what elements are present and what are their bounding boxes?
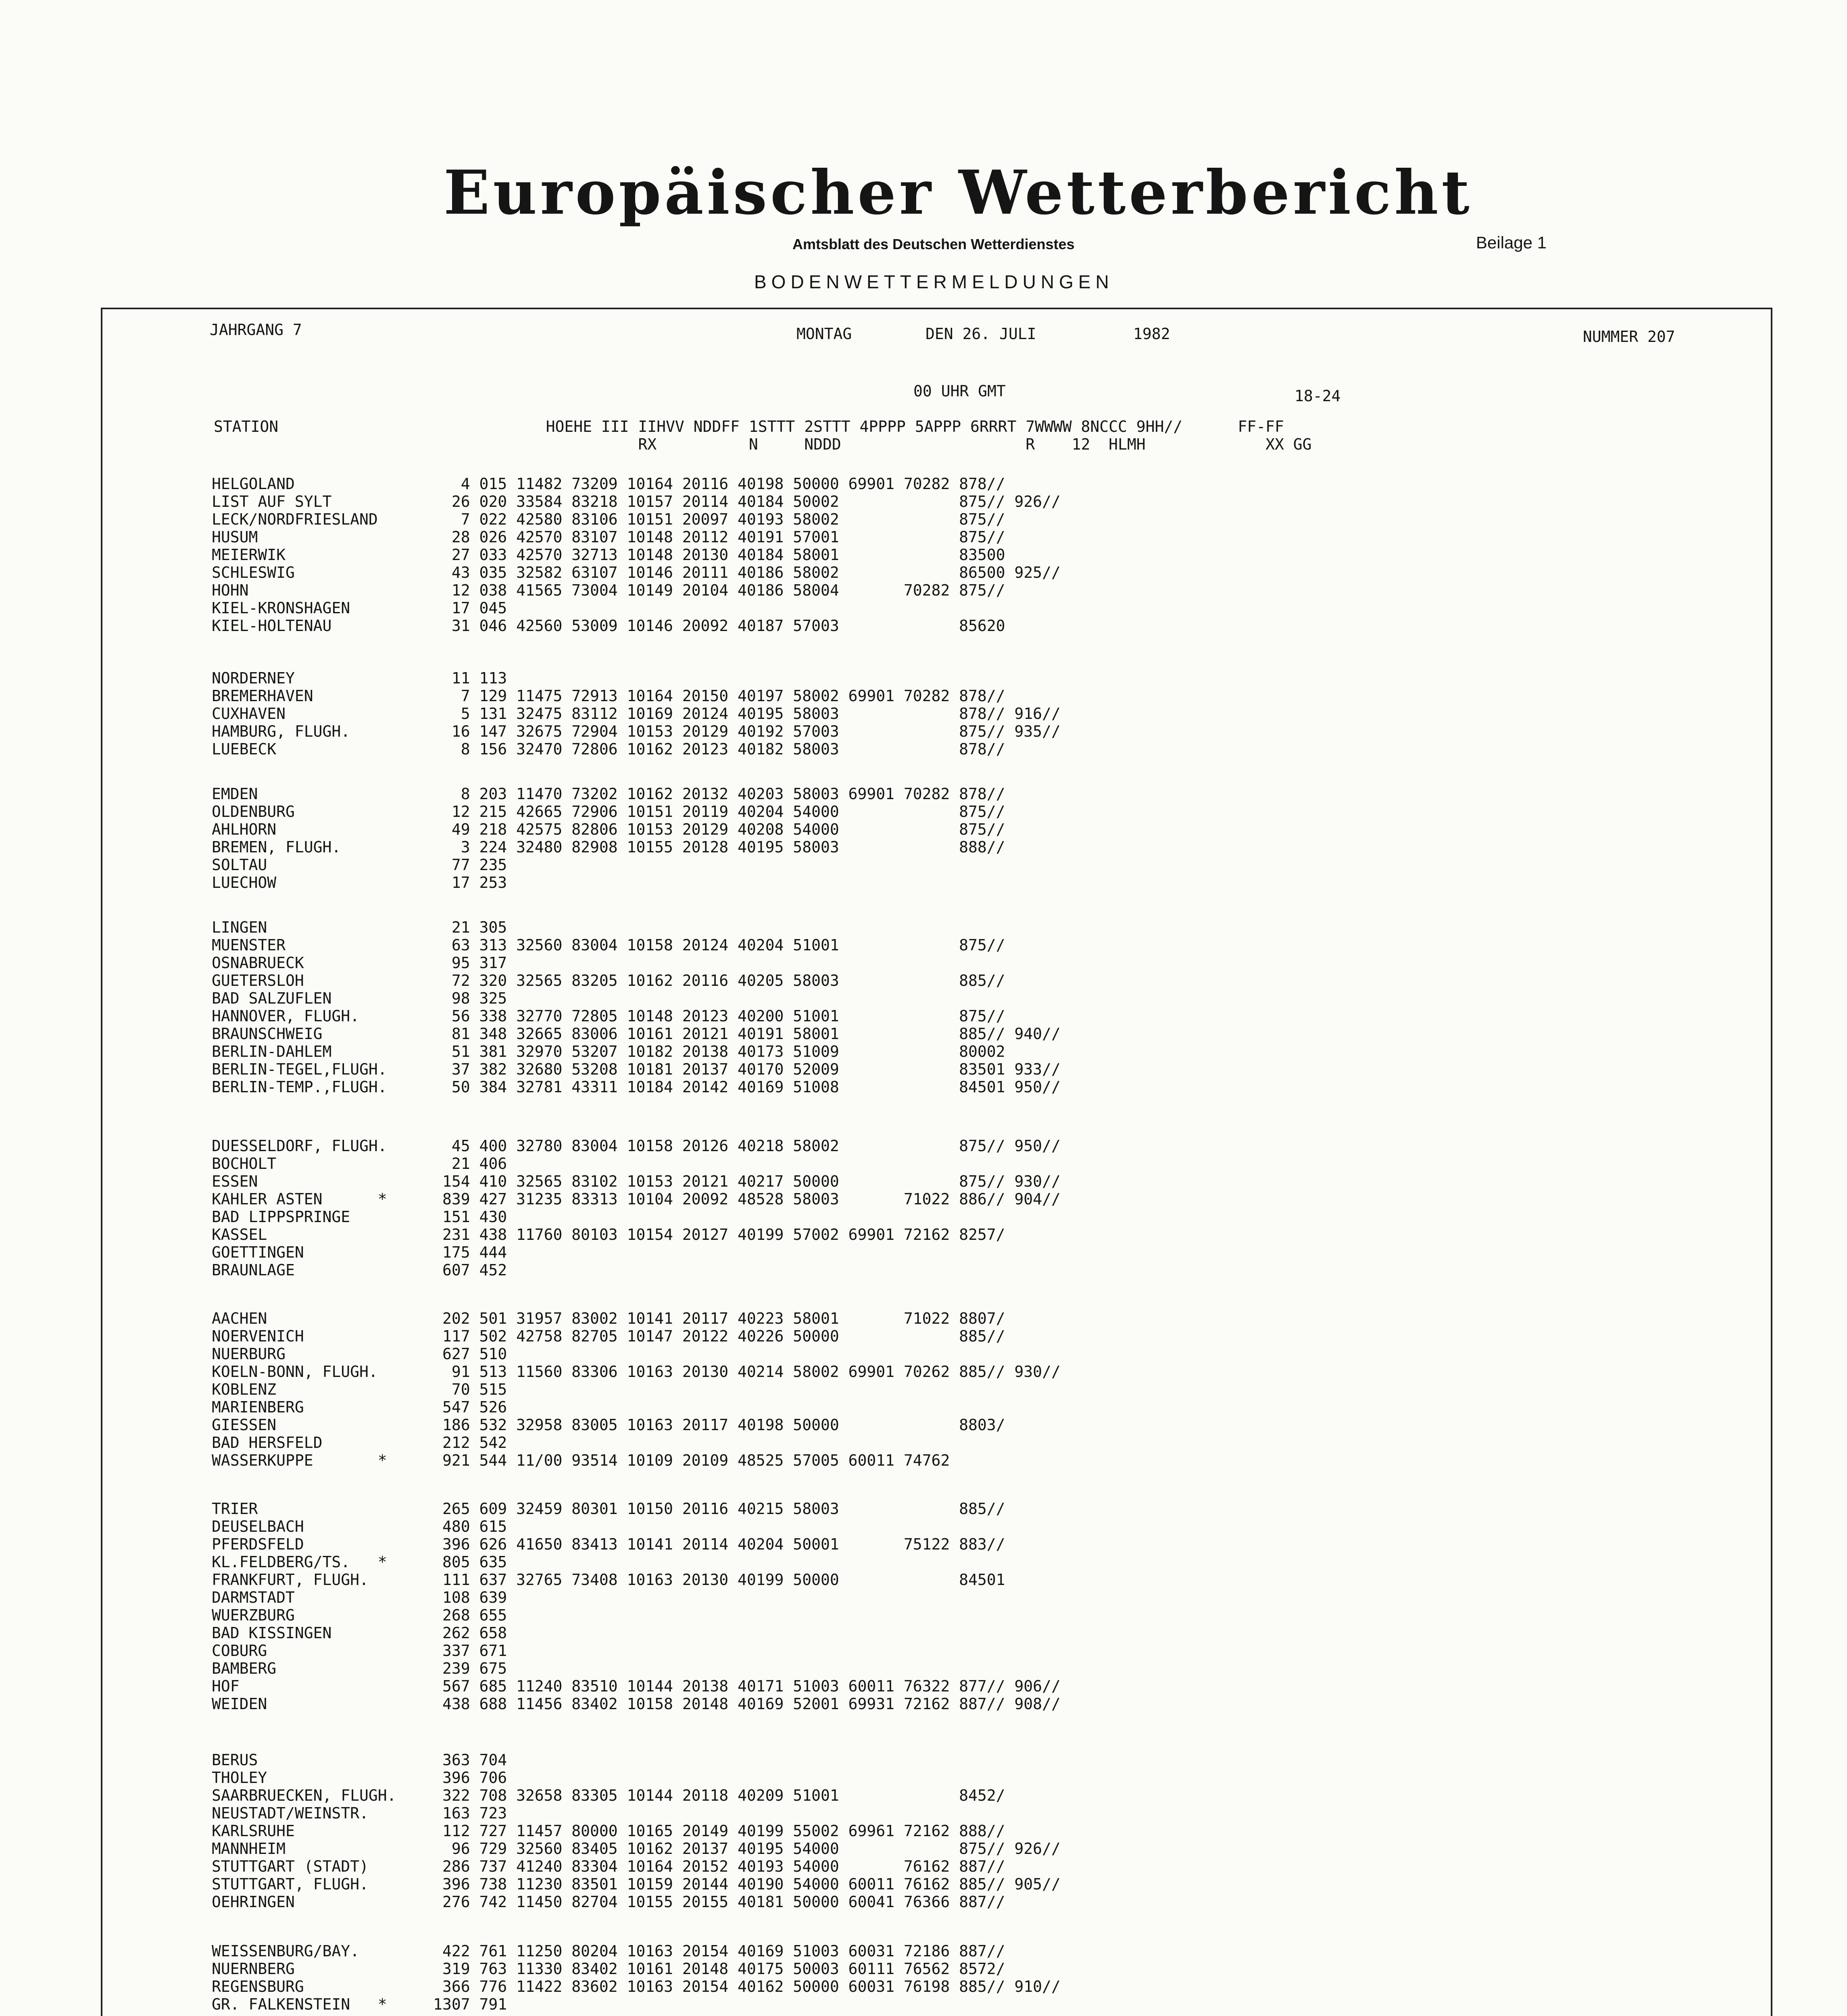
station-row: CUXHAVEN 5 131 32475 83112 10169 20124 40195 58003 878// 916//	[212, 705, 1061, 723]
station-row: AHLHORN 49 218 42575 82806 10153 20129 40208 54000 875//	[212, 821, 1005, 838]
station-row: KIEL-KRONSHAGEN 17 045	[212, 599, 507, 617]
station-row: KIEL-HOLTENAU 31 046 42560 53009 10146 20092 40187 57003 85620	[212, 617, 1005, 635]
station-row: WEISSENBURG/BAY. 422 761 11250 80204 10163 20154 40169 51003 60031 72186 887//	[212, 1942, 1005, 1960]
station-row: BAD HERSFELD 212 542	[212, 1434, 507, 1452]
station-group-1	[212, 475, 1061, 635]
station-row: REGENSBURG 366 776 11422 83602 10163 20154 40162 50000 60031 76198 885// 910//	[212, 1978, 1061, 1995]
station-row: GUETERSLOH 72 320 32565 83205 10162 20116 40205 58003 885//	[212, 972, 1005, 989]
station-row: MEIERWIK 27 033 42570 32713 10148 20130 40184 58001 83500	[212, 546, 1005, 564]
station-group-6	[212, 1310, 1061, 1469]
section-title: BODENWETTERMELDUNGEN	[754, 271, 1114, 292]
issue-number: NUMMER 207	[1583, 328, 1675, 346]
station-group-5	[212, 1137, 1061, 1279]
station-group-9	[212, 1942, 1061, 2013]
station-row: DUESSELDORF, FLUGH. 45 400 32780 83004 10158 20126 40218 58002 875// 950//	[212, 1137, 1061, 1155]
station-row: COBURG 337 671	[212, 1642, 507, 1660]
station-row: HANNOVER, FLUGH. 56 338 32770 72805 10148 20123 40200 51001 875//	[212, 1007, 1005, 1025]
supplement-label: Beilage 1	[1476, 233, 1547, 252]
station-row: HOF 567 685 11240 83510 10144 20138 40171 51003 60011 76322 877// 906//	[212, 1677, 1061, 1695]
station-row: LINGEN 21 305	[212, 918, 507, 936]
station-row: STUTTGART, FLUGH. 396 738 11230 83501 10159 20144 40190 54000 60011 76162 885// 905//	[212, 1875, 1061, 1893]
station-row: KAHLER ASTEN * 839 427 31235 83313 10104 20092 48528 58003 71022 886// 904//	[212, 1190, 1061, 1208]
station-group-3	[212, 785, 1005, 891]
station-row: BERLIN-TEGEL,FLUGH. 37 382 32680 53208 10181 20137 40170 52009 83501 933//	[212, 1060, 1061, 1078]
station-row: NUERBURG 627 510	[212, 1345, 507, 1363]
station-row: BOCHOLT 21 406	[212, 1155, 507, 1173]
station-row: BAMBERG 239 675	[212, 1660, 507, 1677]
station-row: SOLTAU 77 235	[212, 856, 507, 874]
station-row: GIESSEN 186 532 32958 83005 10163 20117 40198 50000 8803/	[212, 1416, 1005, 1434]
station-row: DEUSELBACH 480 615	[212, 1518, 507, 1535]
station-row: WASSERKUPPE * 921 544 11/00 93514 10109 20109 48525 57005 60011 74762	[212, 1452, 950, 1469]
station-row: BREMEN, FLUGH. 3 224 32480 82908 10155 20128 40195 58003 888//	[212, 838, 1005, 856]
station-row: AACHEN 202 501 31957 83002 10141 20117 40223 58001 71022 8807/	[212, 1310, 1005, 1327]
station-row: BERUS 363 704	[212, 1751, 507, 1769]
station-row: ESSEN 154 410 32565 83102 10153 20121 40217 50000 875// 930//	[212, 1173, 1061, 1190]
station-row: KOBLENZ 70 515	[212, 1381, 507, 1398]
station-row: LECK/NORDFRIESLAND 7 022 42580 83106 10151 20097 40193 58002 875//	[212, 510, 1005, 528]
station-group-2	[212, 669, 1061, 758]
station-group-4	[212, 918, 1061, 1096]
station-row: OLDENBURG 12 215 42665 72906 10151 20119 40204 54000 875//	[212, 803, 1005, 821]
station-row: BAD LIPPSPRINGE 151 430	[212, 1208, 507, 1226]
station-row: OSNABRUECK 95 317	[212, 954, 507, 972]
station-row: KARLSRUHE 112 727 11457 80000 10165 20149 40199 55002 69961 72162 888//	[212, 1822, 1005, 1840]
station-row: HAMBURG, FLUGH. 16 147 32675 72904 10153 20129 40192 57003 875// 935//	[212, 723, 1061, 740]
station-row: NOERVENICH 117 502 42758 82705 10147 20122 40226 50000 885//	[212, 1327, 1005, 1345]
station-row: SAARBRUECKEN, FLUGH. 322 708 32658 83305 10144 20118 40209 51001 8452/	[212, 1787, 1005, 1804]
station-row: WEIDEN 438 688 11456 83402 10158 20148 40169 52001 69931 72162 887// 908//	[212, 1695, 1061, 1713]
column-header-row1: STATION HOEHE III IIHVV NDDFF 1STTT 2STTT 4PPPP 5APPP 6RRRT 7WWWW 8NCCC 9HH// FF-FF	[214, 418, 1284, 435]
station-row: LUEBECK 8 156 32470 72806 10162 20123 40182 58003 878//	[212, 740, 1005, 758]
station-row: MUENSTER 63 313 32560 83004 10158 20124 40204 51001 875//	[212, 936, 1005, 954]
page-subtitle: Amtsblatt des Deutschen Wetterdienstes	[792, 236, 1075, 252]
page-title: Europäischer Wetterbericht	[444, 157, 1473, 228]
station-row: WUERZBURG 268 655	[212, 1606, 507, 1624]
station-row: BRAUNSCHWEIG 81 348 32665 83006 10161 20121 40191 58001 885// 940//	[212, 1025, 1061, 1043]
station-group-8	[212, 1751, 1061, 1911]
station-row: LIST AUF SYLT 26 020 33584 83218 10157 20114 40184 50002 875// 926//	[212, 493, 1061, 510]
station-row: LUECHOW 17 253	[212, 874, 507, 891]
year: 1982	[1133, 325, 1170, 343]
station-row: HELGOLAND 4 015 11482 73209 10164 20116 40198 50000 69901 70282 878//	[212, 475, 1005, 493]
station-row: BAD SALZUFLEN 98 325	[212, 989, 507, 1007]
station-row: STUTTGART (STADT) 286 737 41240 83304 10164 20152 40193 54000 76162 887//	[212, 1858, 1005, 1875]
station-row: NORDERNEY 11 113	[212, 669, 507, 687]
station-row: BREMERHAVEN 7 129 11475 72913 10164 20150 40197 58002 69901 70282 878//	[212, 687, 1005, 705]
station-row: GOETTINGEN 175 444	[212, 1243, 507, 1261]
column-header-row2: RX N NDDD R 12 HLMH XX GG	[214, 435, 1312, 453]
station-row: HOHN 12 038 41565 73004 10149 20104 40186 58004 70282 875//	[212, 581, 1005, 599]
station-row: MARIENBERG 547 526	[212, 1398, 507, 1416]
station-row: MANNHEIM 96 729 32560 83405 10162 20137 40195 54000 875// 926//	[212, 1840, 1061, 1858]
station-row: FRANKFURT, FLUGH. 111 637 32765 73408 10163 20130 40199 50000 84501	[212, 1571, 1005, 1589]
station-row: TRIER 265 609 32459 80301 10150 20116 40215 58003 885//	[212, 1500, 1005, 1518]
station-row: PFERDSFELD 396 626 41650 83413 10141 20114 40204 50001 75122 883//	[212, 1535, 1005, 1553]
station-row: KASSEL 231 438 11760 80103 10154 20127 40199 57002 69901 72162 8257/	[212, 1226, 1005, 1243]
station-row: KL.FELDBERG/TS. * 805 635	[212, 1553, 507, 1571]
station-row: HUSUM 28 026 42570 83107 10148 20112 40191 57001 875//	[212, 528, 1005, 546]
station-row: BERLIN-DAHLEM 51 381 32970 53207 10182 20138 40173 51009 80002	[212, 1043, 1005, 1060]
station-row: KOELN-BONN, FLUGH. 91 513 11560 83306 10163 20130 40214 58002 69901 70262 885// 930//	[212, 1363, 1061, 1381]
station-row: BAD KISSINGEN 262 658	[212, 1624, 507, 1642]
station-row: OEHRINGEN 276 742 11450 82704 10155 20155 40181 50000 60041 76366 887//	[212, 1893, 1005, 1911]
period-label: 18-24	[1295, 387, 1341, 405]
station-row: BRAUNLAGE 607 452	[212, 1261, 507, 1279]
station-row: DARMSTADT 108 639	[212, 1589, 507, 1606]
station-row: BERLIN-TEMP.,FLUGH. 50 384 32781 43311 10184 20142 40169 51008 84501 950//	[212, 1078, 1061, 1096]
weekday: MONTAG	[796, 325, 852, 343]
station-row: NEUSTADT/WEINSTR. 163 723	[212, 1804, 507, 1822]
observation-time: 00 UHR GMT	[913, 382, 1006, 400]
date: DEN 26. JULI	[926, 325, 1036, 343]
station-row: NUERNBERG 319 763 11330 83402 10161 20148 40175 50003 60111 76562 8572/	[212, 1960, 1005, 1978]
station-row: SCHLESWIG 43 035 32582 63107 10146 20111 40186 58002 86500 925//	[212, 564, 1061, 581]
jahrgang: JAHRGANG 7	[210, 321, 302, 339]
station-group-7	[212, 1500, 1061, 1713]
station-row: THOLEY 396 706	[212, 1769, 507, 1787]
station-row: GR. FALKENSTEIN * 1307 791	[212, 1995, 507, 2013]
station-row: EMDEN 8 203 11470 73202 10162 20132 40203 58003 69901 70282 878//	[212, 785, 1005, 803]
